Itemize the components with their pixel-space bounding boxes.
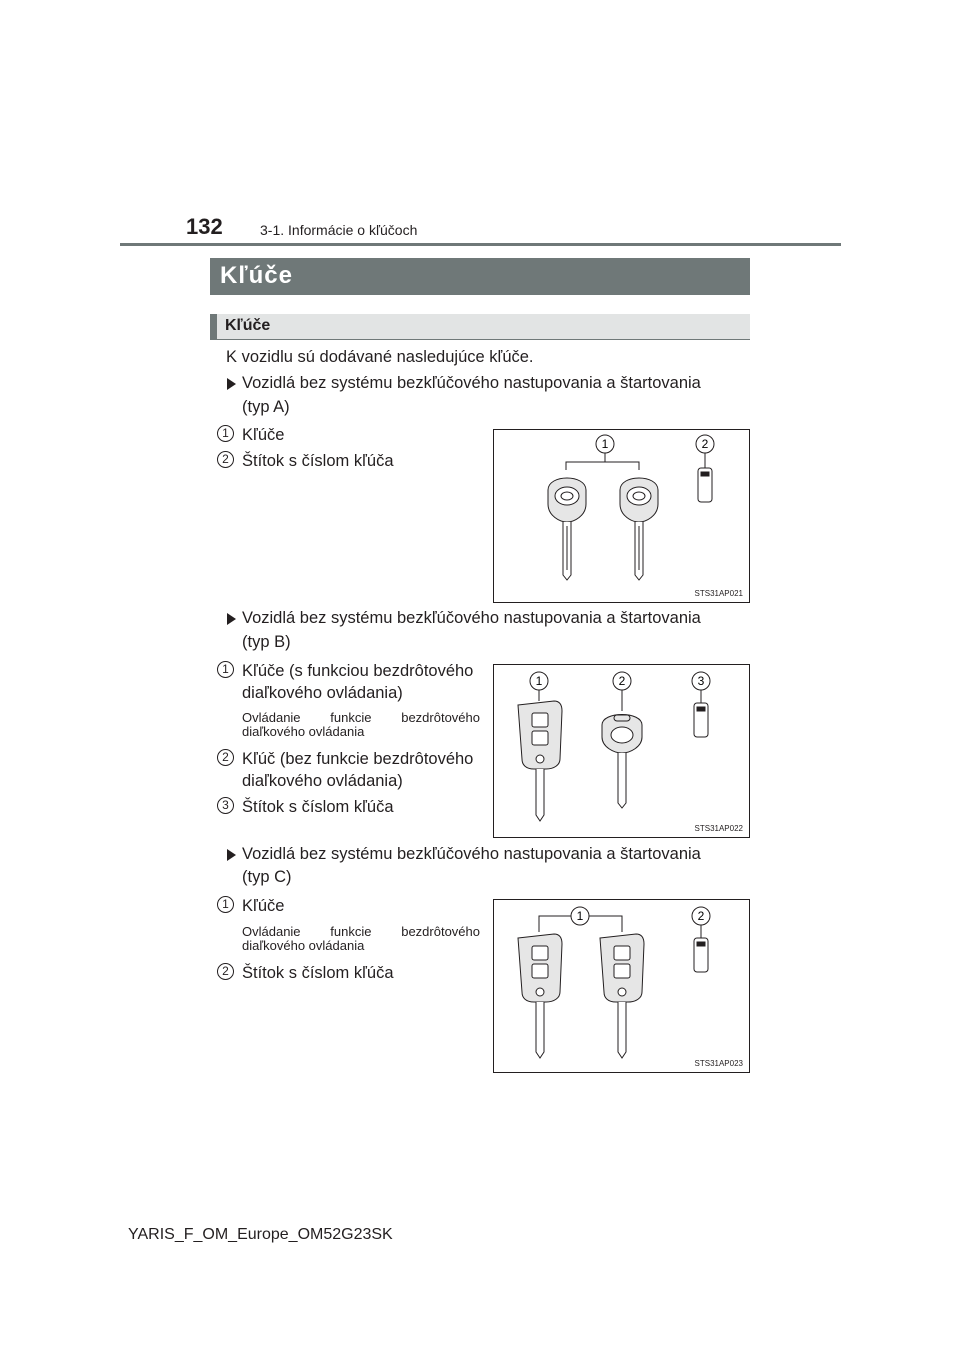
figure-code: STS31AP023 <box>694 1059 743 1068</box>
type-a-item-1: Kľúče <box>242 426 285 444</box>
number-icon: 2 <box>217 963 234 980</box>
footer-doc-id: YARIS_F_OM_Europe_OM52G23SK <box>128 1226 393 1243</box>
subtitle-bar <box>210 314 750 340</box>
page-title: Kľúče <box>220 262 293 289</box>
callout-2: 2 <box>701 437 709 451</box>
callout-1: 1 <box>601 437 609 451</box>
type-c-heading-line2: (typ C) <box>242 868 292 886</box>
arrow-icon <box>227 378 236 390</box>
intro-text: K vozidlu sú dodávané nasledujúce kľúče. <box>226 348 534 366</box>
figure-code: STS31AP022 <box>694 824 743 833</box>
type-a-heading-line1: Vozidlá bez systému bezkľúčového nastupovania a štartovania <box>242 374 701 392</box>
type-c-illustration <box>493 899 750 1073</box>
type-a-heading-line2: (typ A) <box>242 398 290 416</box>
number-icon: 2 <box>217 451 234 468</box>
type-a-illustration <box>493 429 750 603</box>
type-b-item-1-line2: diaľkového ovládania) <box>242 684 403 702</box>
type-b-item-1-line1: Kľúče (s funkciou bezdrôtového <box>242 662 474 680</box>
callout-1: 1 <box>576 909 584 923</box>
type-b-item-2-line2: diaľkového ovládania) <box>242 772 403 790</box>
number-icon: 2 <box>217 749 234 766</box>
arrow-icon <box>227 613 236 625</box>
callout-2: 2 <box>697 909 705 923</box>
number-icon: 1 <box>217 896 234 913</box>
type-b-item-2-line1: Kľúč (bez funkcie bezdrôtového <box>242 750 474 768</box>
callout-2: 2 <box>618 674 626 688</box>
type-c-item-1: Kľúče <box>242 897 285 915</box>
keys-type-b-drawing <box>494 665 749 837</box>
type-b-item-3: Štítok s číslom kľúča <box>242 798 394 816</box>
callout-1: 1 <box>535 674 543 688</box>
subtitle: Kľúče <box>225 317 271 334</box>
header-rule <box>120 243 841 246</box>
keys-type-c-drawing <box>494 900 749 1072</box>
number-icon: 1 <box>217 661 234 678</box>
type-c-heading-line1: Vozidlá bez systému bezkľúčového nastupovania a štartovania <box>242 845 701 863</box>
number-icon: 3 <box>217 797 234 814</box>
type-c-item-2: Štítok s číslom kľúča <box>242 964 394 982</box>
section-title: 3-1. Informácie o kľúčoch <box>260 222 418 238</box>
figure-code: STS31AP021 <box>694 589 743 598</box>
type-b-illustration <box>493 664 750 838</box>
callout-3: 3 <box>697 674 705 688</box>
keys-type-a-drawing <box>494 430 749 602</box>
title-bar <box>210 258 750 295</box>
arrow-icon <box>227 849 236 861</box>
number-icon: 1 <box>217 425 234 442</box>
type-b-heading-line1: Vozidlá bez systému bezkľúčového nastupovania a štartovania <box>242 609 701 627</box>
page-number: 132 <box>186 214 223 239</box>
type-c-note: Ovládanie funkcie bezdrôtového diaľkového ovládania <box>242 924 480 953</box>
type-a-item-2: Štítok s číslom kľúča <box>242 452 394 470</box>
type-b-heading-line2: (typ B) <box>242 633 291 651</box>
type-b-note: Ovládanie funkcie bezdrôtového diaľkového ovládania <box>242 710 480 739</box>
